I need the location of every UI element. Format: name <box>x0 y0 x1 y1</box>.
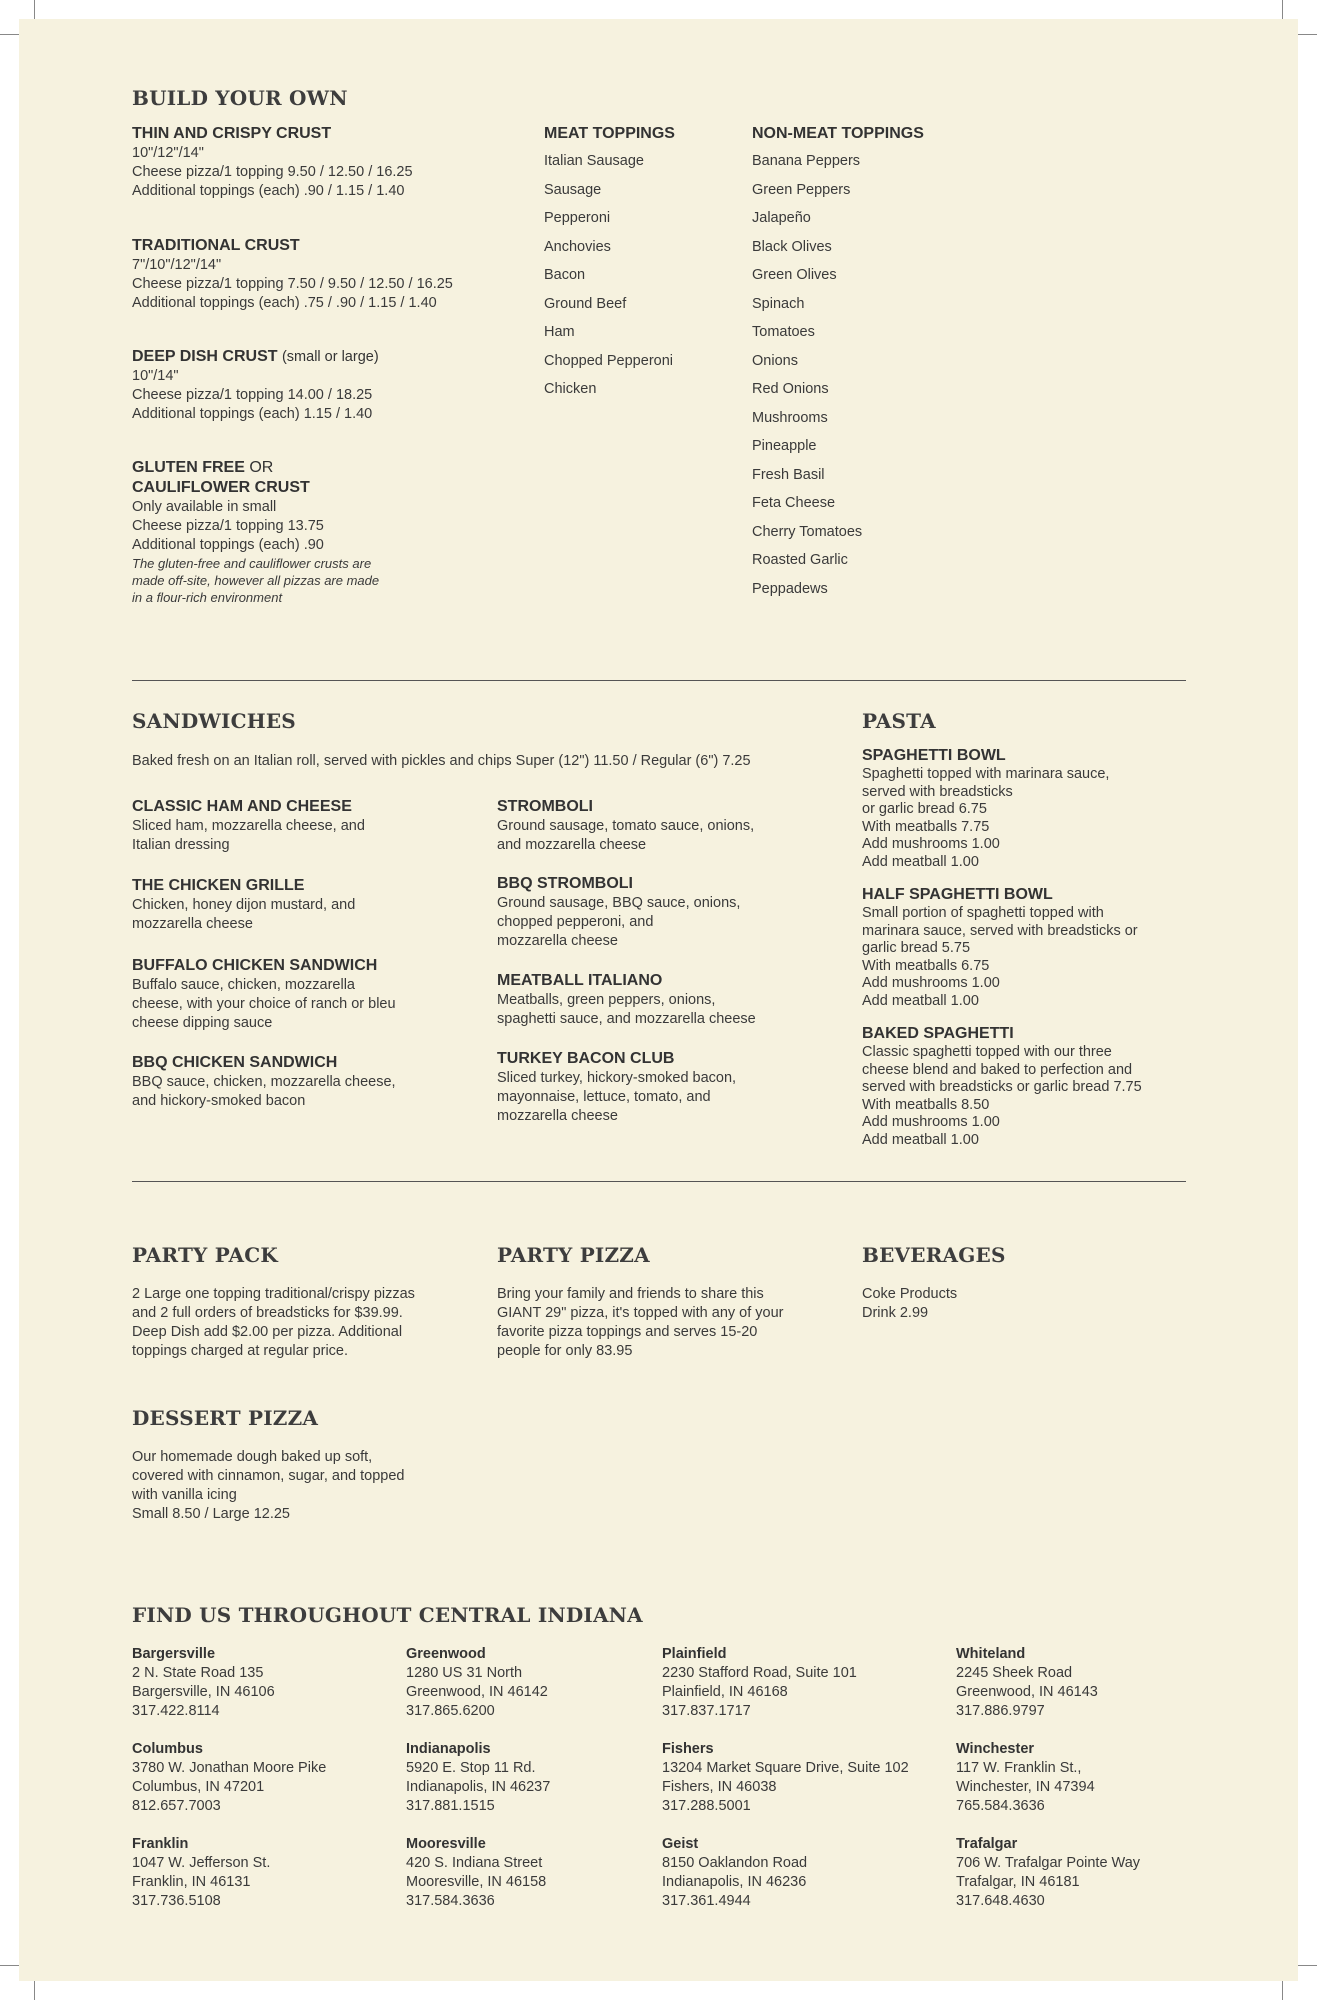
locations-title: FIND US THROUGHOUT CENTRAL INDIANA <box>132 1603 643 1627</box>
pasta-description: garlic bread 5.75 <box>862 940 971 956</box>
location-phone: 317.865.6200 <box>406 1703 495 1719</box>
party-pizza-line: favorite pizza toppings and serves 15-20 <box>497 1324 758 1340</box>
location-address: 117 W. Franklin St., <box>956 1760 1082 1776</box>
list-item: Green Peppers <box>752 181 851 198</box>
sandwich-description: Sliced turkey, hickory-smoked bacon, <box>497 1070 737 1086</box>
non-meat-toppings-list <box>752 147 972 603</box>
location-entry <box>662 1740 952 1816</box>
location-address: 3780 W. Jonathan Moore Pike <box>132 1760 327 1776</box>
location-city: Bargersville, IN 46106 <box>132 1684 275 1700</box>
list-item: Bacon <box>544 267 586 283</box>
location-entry <box>132 1645 392 1721</box>
location-address: 13204 Market Square Drive, Suite 102 <box>662 1760 909 1776</box>
location-phone: 317.881.1515 <box>406 1798 495 1814</box>
list-item: Jalapeño <box>752 210 811 226</box>
party-pizza-line: GIANT 29" pizza, it's topped with any of your <box>497 1305 784 1321</box>
dessert-line: Our homemade dough baked up soft, <box>132 1449 373 1465</box>
location-city: Indianapolis, IN 46237 <box>406 1779 551 1795</box>
list-item: Fresh Basil <box>752 466 825 483</box>
location-phone: 812.657.7003 <box>132 1798 221 1814</box>
pasta-description: Spaghetti topped with marinara sauce, <box>862 766 1110 782</box>
gluten-free-additional: Additional toppings (each) .90 <box>132 537 324 553</box>
list-item: Anchovies <box>544 238 611 255</box>
sandwich-item <box>497 1049 837 1126</box>
sandwich-description: and hickory-smoked bacon <box>132 1093 306 1109</box>
location-city: Trafalgar, IN 46181 <box>956 1874 1080 1890</box>
location-name: Geist <box>662 1836 699 1852</box>
list-item: Tomatoes <box>752 324 815 340</box>
section-divider <box>132 1181 1186 1182</box>
sandwich-description: Italian dressing <box>132 837 230 853</box>
pasta-description: With meatballs 6.75 <box>862 957 990 974</box>
thin-crust-additional: Additional toppings (each) .90 / 1.15 / 1.40 <box>132 183 405 199</box>
deep-dish-additional: Additional toppings (each) 1.15 / 1.40 <box>132 406 373 422</box>
pasta-description: marinara sauce, served with breadsticks or <box>862 922 1138 939</box>
dessert-line: Small 8.50 / Large 12.25 <box>132 1506 290 1522</box>
location-phone: 317.422.8114 <box>132 1703 220 1719</box>
location-address: 706 W. Trafalgar Pointe Way <box>956 1855 1141 1871</box>
sandwich-item <box>132 876 462 934</box>
party-pizza-description <box>497 1285 837 1361</box>
dessert-line: covered with cinnamon, sugar, and topped <box>132 1468 405 1484</box>
list-item: Banana Peppers <box>752 153 861 169</box>
pasta-name: HALF SPAGHETTI BOWL <box>862 886 1053 903</box>
pasta-title: PASTA <box>862 709 936 733</box>
meat-toppings-title: MEAT TOPPINGS <box>544 125 675 142</box>
pasta-description: cheese blend and baked to perfection and <box>862 1061 1133 1078</box>
location-city: Mooresville, IN 46158 <box>406 1874 547 1890</box>
location-name: Columbus <box>132 1741 203 1757</box>
meat-toppings-list <box>544 147 734 404</box>
sandwich-description: Ground sausage, tomato sauce, onions, <box>497 818 755 834</box>
sandwich-description: mozzarella cheese <box>497 1108 618 1124</box>
location-entry <box>662 1645 952 1721</box>
list-item: Feta Cheese <box>752 495 836 511</box>
location-entry <box>406 1645 646 1721</box>
gluten-free-or: OR <box>249 459 274 476</box>
list-item: Black Olives <box>752 238 832 255</box>
list-item: Roasted Garlic <box>752 552 848 568</box>
location-name: Mooresville <box>406 1836 486 1852</box>
list-item: Italian Sausage <box>544 153 644 169</box>
pasta-description: Add meatball 1.00 <box>862 1131 979 1148</box>
location-phone: 317.648.4630 <box>956 1893 1045 1909</box>
pasta-item <box>862 1024 1202 1149</box>
gluten-free-availability: Only available in small <box>132 499 277 515</box>
deep-dish-cheese: Cheese pizza/1 topping 14.00 / 18.25 <box>132 387 373 403</box>
pasta-description: Add meatball 1.00 <box>862 853 979 870</box>
sandwiches-intro: Baked fresh on an Italian roll, served with pickles and chips Super (12") 11.50 / Regular (6") 7.25 <box>132 753 751 769</box>
sandwich-description: Buffalo sauce, chicken, mozzarella <box>132 977 355 993</box>
non-meat-toppings-block <box>752 124 972 603</box>
non-meat-toppings-title: NON-MEAT TOPPINGS <box>752 125 924 142</box>
gluten-free-name: GLUTEN FREE <box>132 459 245 476</box>
sandwich-description: spaghetti sauce, and mozzarella cheese <box>497 1011 756 1027</box>
sandwich-item <box>497 971 837 1029</box>
list-item: Red Onions <box>752 381 829 397</box>
beverages-line: Coke Products <box>862 1286 958 1302</box>
beverages-title: BEVERAGES <box>862 1243 1006 1267</box>
location-phone: 317.584.3636 <box>406 1893 495 1909</box>
dessert-line: with vanilla icing <box>132 1487 237 1503</box>
deep-dish-name: DEEP DISH CRUST <box>132 348 278 365</box>
sandwich-name: CLASSIC HAM AND CHEESE <box>132 798 352 815</box>
list-item: Ground Beef <box>544 295 627 312</box>
locations-column <box>406 1645 646 1911</box>
location-address: 1280 US 31 North <box>406 1665 523 1681</box>
pasta-item <box>862 746 1192 871</box>
party-pack-description <box>132 1285 472 1361</box>
location-address: 2230 Stafford Road, Suite 101 <box>662 1665 857 1681</box>
list-item: Green Olives <box>752 267 837 283</box>
list-item: Chopped Pepperoni <box>544 352 673 369</box>
traditional-crust-block <box>132 236 532 313</box>
location-phone: 317.837.1717 <box>662 1703 751 1719</box>
location-address: 2 N. State Road 135 <box>132 1665 264 1681</box>
pasta-description: Add mushrooms 1.00 <box>862 975 1000 991</box>
location-city: Greenwood, IN 46143 <box>956 1684 1098 1700</box>
location-phone: 317.886.9797 <box>956 1703 1045 1719</box>
pasta-description: With meatballs 8.50 <box>862 1096 990 1113</box>
sandwich-name: MEATBALL ITALIANO <box>497 972 663 989</box>
location-entry <box>956 1740 1196 1816</box>
pasta-description: Small portion of spaghetti topped with <box>862 905 1104 921</box>
location-city: Greenwood, IN 46142 <box>406 1684 548 1700</box>
sandwich-item <box>497 797 837 855</box>
pasta-description: Add meatball 1.00 <box>862 992 979 1009</box>
party-pizza-line: people for only 83.95 <box>497 1343 633 1359</box>
dessert-pizza-title: DESSERT PIZZA <box>132 1406 319 1430</box>
gluten-free-note: The gluten-free and cauliflower crusts are <box>132 556 372 571</box>
locations-column <box>132 1645 392 1911</box>
sandwich-description: BBQ sauce, chicken, mozzarella cheese, <box>132 1074 396 1090</box>
location-city: Columbus, IN 47201 <box>132 1779 265 1795</box>
pasta-description: Classic spaghetti topped with our three <box>862 1044 1112 1060</box>
location-city: Plainfield, IN 46168 <box>662 1684 788 1700</box>
sandwich-description: mayonnaise, lettuce, tomato, and <box>497 1089 711 1105</box>
sandwiches-title: SANDWICHES <box>132 709 296 733</box>
build-your-own-title: BUILD YOUR OWN <box>132 86 348 110</box>
location-address: 2245 Sheek Road <box>956 1665 1073 1681</box>
deep-dish-heading <box>132 347 532 367</box>
beverages-description <box>862 1285 1162 1323</box>
pasta-description: served with breadsticks or garlic bread 7.75 <box>862 1079 1142 1095</box>
list-item: Ham <box>544 324 575 340</box>
location-name: Plainfield <box>662 1646 727 1662</box>
gluten-free-note: made off-site, however all pizzas are made <box>132 573 380 588</box>
pasta-description: served with breadsticks <box>862 783 1013 800</box>
sandwich-description: Sliced ham, mozzarella cheese, and <box>132 818 365 834</box>
thin-crust-cheese: Cheese pizza/1 topping 9.50 / 12.50 / 16.25 <box>132 164 413 180</box>
sandwich-description: chopped pepperoni, and <box>497 914 654 930</box>
location-entry <box>132 1740 392 1816</box>
location-name: Franklin <box>132 1836 189 1852</box>
sandwich-name: BBQ STROMBOLI <box>497 875 633 892</box>
list-item: Cherry Tomatoes <box>752 523 863 540</box>
location-entry <box>662 1835 952 1911</box>
list-item: Sausage <box>544 181 602 198</box>
deep-dish-suffix: (small or large) <box>281 349 379 365</box>
location-entry <box>406 1740 646 1816</box>
traditional-crust-additional: Additional toppings (each) .75 / .90 / 1.15 / 1.40 <box>132 295 437 311</box>
sandwich-description: Ground sausage, BBQ sauce, onions, <box>497 895 741 911</box>
party-pizza-title: PARTY PIZZA <box>497 1243 650 1267</box>
list-item: Spinach <box>752 295 805 312</box>
pasta-description: With meatballs 7.75 <box>862 818 990 835</box>
location-name: Greenwood <box>406 1646 486 1662</box>
location-name: Bargersville <box>132 1646 216 1662</box>
traditional-crust-name: TRADITIONAL CRUST <box>132 237 300 254</box>
meat-toppings-block <box>544 124 734 404</box>
location-entry <box>956 1835 1196 1911</box>
dessert-pizza-description <box>132 1448 472 1524</box>
list-item: Pineapple <box>752 438 817 454</box>
traditional-crust-cheese: Cheese pizza/1 topping 7.50 / 9.50 / 12.50 / 16.25 <box>132 276 453 292</box>
location-phone: 765.584.3636 <box>956 1798 1045 1814</box>
sandwich-name: BUFFALO CHICKEN SANDWICH <box>132 957 378 974</box>
sandwich-name: TURKEY BACON CLUB <box>497 1050 675 1067</box>
location-city: Indianapolis, IN 46236 <box>662 1874 807 1890</box>
pasta-description: Add mushrooms 1.00 <box>862 836 1000 852</box>
sandwich-name: BBQ CHICKEN SANDWICH <box>132 1054 338 1071</box>
sandwich-description: cheese dipping sauce <box>132 1015 273 1031</box>
list-item: Peppadews <box>752 580 828 597</box>
locations-column <box>956 1645 1196 1911</box>
location-address: 1047 W. Jefferson St. <box>132 1855 271 1871</box>
gluten-free-cheese: Cheese pizza/1 topping 13.75 <box>132 518 324 534</box>
crop-mark <box>1295 34 1317 35</box>
party-pack-line: Deep Dish add $2.00 per pizza. Additional <box>132 1324 403 1340</box>
party-pack-title: PARTY PACK <box>132 1243 278 1267</box>
crop-mark <box>1295 1965 1317 1966</box>
location-name: Indianapolis <box>406 1741 491 1757</box>
pasta-description: Add mushrooms 1.00 <box>862 1114 1000 1130</box>
party-pack-line: toppings charged at regular price. <box>132 1343 349 1359</box>
sandwich-description: Chicken, honey dijon mustard, and <box>132 897 356 913</box>
location-city: Fishers, IN 46038 <box>662 1779 777 1795</box>
gluten-free-heading <box>132 458 532 478</box>
thin-crust-block <box>132 124 532 201</box>
thin-crust-sizes: 10"/12"/14" <box>132 145 204 161</box>
deep-dish-sizes: 10"/14" <box>132 368 179 384</box>
sandwich-description: Meatballs, green peppers, onions, <box>497 992 716 1008</box>
sandwich-item <box>132 1053 462 1111</box>
location-address: 5920 E. Stop 11 Rd. <box>406 1760 536 1776</box>
gluten-free-note: in a flour-rich environment <box>132 590 283 605</box>
traditional-crust-sizes: 7"/10"/12"/14" <box>132 257 222 273</box>
location-name: Fishers <box>662 1741 714 1757</box>
thin-crust-name: THIN AND CRISPY CRUST <box>132 125 332 142</box>
location-city: Franklin, IN 46131 <box>132 1874 251 1890</box>
cauliflower-name: CAULIFLOWER CRUST <box>132 479 310 496</box>
location-phone: 317.361.4944 <box>662 1893 751 1909</box>
pasta-name: SPAGHETTI BOWL <box>862 747 1006 764</box>
location-entry <box>406 1835 646 1911</box>
pasta-description: or garlic bread 6.75 <box>862 801 987 817</box>
list-item: Onions <box>752 352 798 369</box>
sandwich-name: THE CHICKEN GRILLE <box>132 877 305 894</box>
list-item: Pepperoni <box>544 210 611 226</box>
gluten-free-block <box>132 458 532 606</box>
sandwich-name: STROMBOLI <box>497 798 593 815</box>
party-pack-line: 2 Large one topping traditional/crispy pizzas <box>132 1286 415 1302</box>
location-phone: 317.288.5001 <box>662 1798 751 1814</box>
party-pizza-line: Bring your family and friends to share this <box>497 1286 764 1302</box>
sandwich-item <box>132 797 462 855</box>
section-divider <box>132 680 1186 681</box>
sandwich-description: cheese, with your choice of ranch or bleu <box>132 996 396 1012</box>
location-city: Winchester, IN 47394 <box>956 1779 1095 1795</box>
location-entry <box>132 1835 392 1911</box>
location-name: Winchester <box>956 1741 1035 1757</box>
party-pack-line: and 2 full orders of breadsticks for $39.99. <box>132 1305 403 1321</box>
list-item: Chicken <box>544 381 597 397</box>
location-address: 420 S. Indiana Street <box>406 1855 543 1871</box>
sandwich-description: mozzarella cheese <box>132 916 253 932</box>
sandwich-description: and mozzarella cheese <box>497 837 647 853</box>
pasta-item <box>862 885 1192 1010</box>
beverages-line: Drink 2.99 <box>862 1305 929 1321</box>
sandwich-item <box>497 874 837 951</box>
list-item: Mushrooms <box>752 409 828 426</box>
deep-dish-block <box>132 347 532 424</box>
locations-column <box>662 1645 952 1911</box>
location-entry <box>956 1645 1196 1721</box>
location-address: 8150 Oaklandon Road <box>662 1855 808 1871</box>
location-name: Trafalgar <box>956 1836 1018 1852</box>
location-phone: 317.736.5108 <box>132 1893 221 1909</box>
sandwich-item <box>132 956 462 1033</box>
sandwich-description: mozzarella cheese <box>497 933 618 949</box>
pasta-name: BAKED SPAGHETTI <box>862 1025 1014 1042</box>
location-name: Whiteland <box>956 1646 1026 1662</box>
